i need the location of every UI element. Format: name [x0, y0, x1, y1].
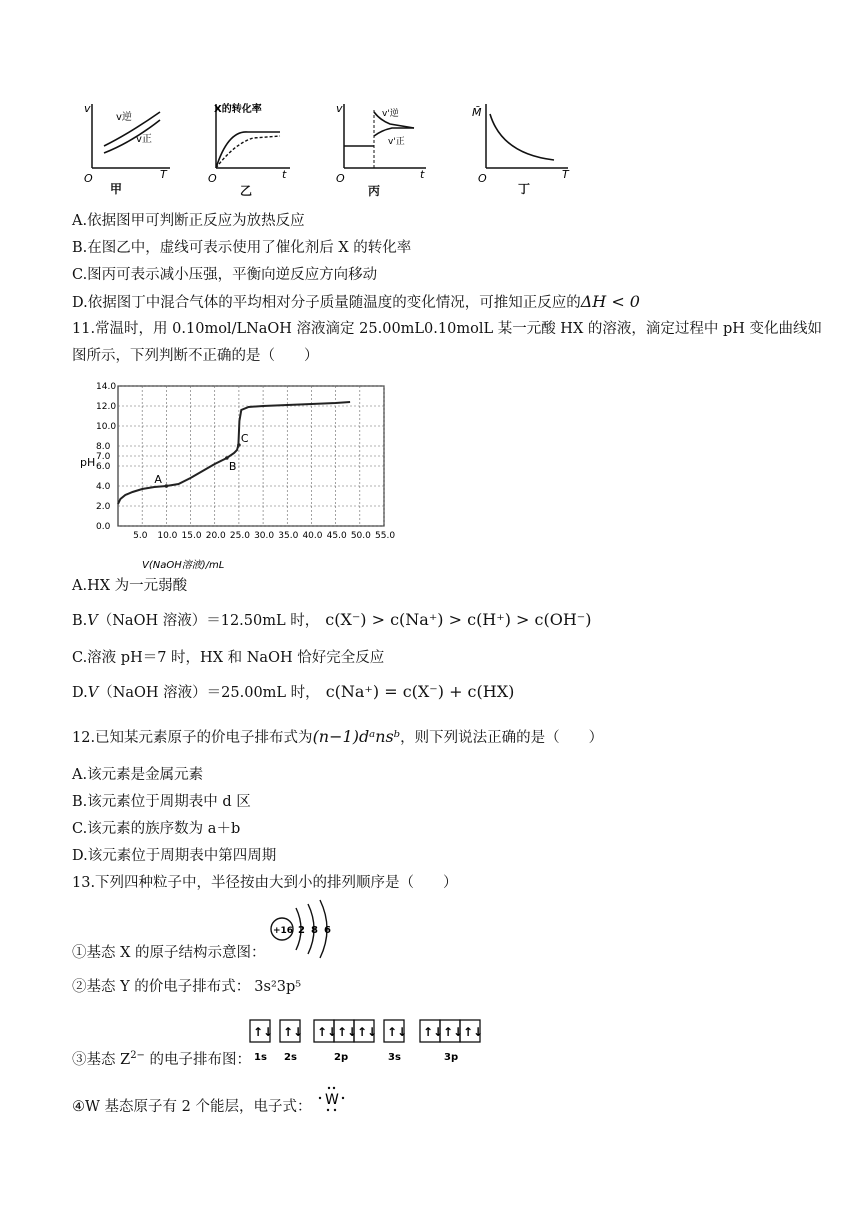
q13-item-4: ④W 基态原子有 2 个能层，电子式：	[72, 1099, 312, 1115]
x-tick-label: 15.0	[181, 531, 202, 541]
x-tick-label: 5.0	[133, 531, 148, 541]
y-tick-label: 8.0	[96, 442, 111, 452]
q12-math: (n−1)dᵃnsᵇ	[312, 727, 401, 746]
ding-origin: O	[478, 172, 487, 185]
jia-origin: O	[84, 172, 93, 185]
yi-y-label: X的转化率	[214, 104, 262, 115]
nucleus-charge: +16	[273, 926, 294, 936]
x-tick-label: 20.0	[205, 531, 226, 541]
q10-option-c: C.图丙可表示减小压强，平衡向逆反应方向移动	[72, 267, 378, 283]
figure-ding	[468, 98, 578, 186]
ding-x-label: T	[562, 168, 569, 181]
caption-ding: 丁	[518, 182, 531, 196]
x-tick-label: 45.0	[326, 531, 347, 541]
bing-bot-label: v'正	[388, 137, 405, 147]
q10-option-d: D.依据图丁中混合气体的平均相对分子质量随温度的变化情况，可推知正反应的ΔH < 0	[72, 292, 640, 311]
bing-top-label: v'逆	[382, 109, 399, 119]
caption-yi: 乙	[240, 184, 253, 198]
q11-option-a: A.HX 为一元弱酸	[72, 578, 188, 594]
orbital-label-2s: 2s	[284, 1052, 297, 1063]
annotation-C: C	[240, 432, 249, 445]
x-tick-label: 35.0	[278, 531, 299, 541]
atom-structure-diagram	[268, 896, 344, 962]
y-tick-label: 6.0	[96, 462, 111, 472]
q13-item-2: ②基态 Y 的价电子排布式： 3s²3p⁵	[72, 979, 302, 995]
electron-pair-arrows: ↑↓	[317, 1025, 338, 1039]
q13-item-3: ③基态 $Z^{2-}$ 的电子排布图：	[72, 1050, 252, 1068]
titration-chart	[72, 376, 396, 572]
q10-option-a: A.依据图甲可判断正反应为放热反应	[72, 213, 305, 229]
chart-y-label: pH	[80, 456, 96, 469]
q13-item-1: ①基态 X 的原子结构示意图：	[72, 945, 266, 961]
figure-bing	[330, 98, 430, 186]
electron-pair-arrows: ↑↓	[253, 1025, 274, 1039]
q11-option-b: B.V（NaOH 溶液）＝12.50mL 时， c(X⁻) > c(Na⁺) > c(H⁺) > c(OH⁻)	[72, 610, 592, 629]
titration-curve	[118, 402, 350, 504]
q10-d-math: ΔH < 0	[580, 292, 640, 311]
orbital-label-2p: 2p	[334, 1052, 349, 1063]
bing-origin: O	[336, 172, 345, 185]
y-tick-label: 12.0	[96, 402, 117, 412]
electron-pair-arrows: ↑↓	[357, 1025, 378, 1039]
bing-x-label: t	[420, 168, 425, 181]
orbital-diagram	[246, 1016, 494, 1064]
w-symbol: W	[325, 1092, 339, 1108]
jia-x-label: T	[160, 168, 167, 181]
annotation-A: A	[154, 473, 162, 486]
bing-y-label: v	[336, 102, 343, 115]
q13-y-config: 3s²3p⁵	[254, 979, 302, 995]
x-tick-label: 55.0	[375, 531, 396, 541]
jia-y-label: v	[84, 102, 91, 115]
x-tick-label: 25.0	[229, 531, 250, 541]
orbital-label-1s: 1s	[254, 1052, 267, 1063]
y-tick-label: 14.0	[96, 382, 117, 392]
electron-pair-arrows: ↑↓	[337, 1025, 358, 1039]
electron-pair-arrows: ↑↓	[283, 1025, 304, 1039]
y-tick-label: 7.0	[96, 452, 111, 462]
q11-d-math: c(Na⁺) = c(X⁻) + c(HX)	[325, 682, 515, 701]
figure-yi	[198, 98, 298, 186]
q12-stem: 12.已知某元素原子的价电子排布式为(n−1)dᵃnsᵇ，则下列说法正确的是（ ）	[72, 727, 604, 746]
q11-stem-2: 图所示，下列判断不正确的是（ ）	[72, 348, 319, 364]
jia-top-label: v逆	[116, 112, 132, 123]
q11-b-math: c(X⁻) > c(Na⁺) > c(H⁺) > c(OH⁻)	[325, 610, 592, 629]
y-tick-label: 0.0	[96, 522, 111, 532]
q11-stem-1: 11.常温时，用 0.10mol/LNaOH 溶液滴定 25.00mL0.10molL 某一元酸 HX 的溶液，滴定过程中 pH 变化曲线如	[72, 321, 823, 337]
ding-y-label: M̄	[472, 106, 482, 119]
chart-x-label: V(NaOH溶液)/mL	[142, 560, 225, 571]
q13-stem: 13.下列四种粒子中，半径按由大到小的排列顺序是（ ）	[72, 875, 458, 891]
jia-bot-label: v正	[136, 134, 152, 145]
figure-jia	[70, 98, 180, 186]
q12-option-a: A.该元素是金属元素	[72, 767, 204, 783]
shell-3-count: 6	[324, 925, 331, 936]
y-tick-label: 10.0	[96, 422, 117, 432]
x-tick-label: 10.0	[157, 531, 178, 541]
yi-x-label: t	[282, 168, 287, 181]
orbital-label-3s: 3s	[388, 1052, 401, 1063]
y-tick-label: 2.0	[96, 502, 111, 512]
electron-pair-arrows: ↑↓	[387, 1025, 408, 1039]
q12-option-c: C.该元素的族序数为 a＋b	[72, 821, 241, 837]
electron-pair-arrows: ↑↓	[463, 1025, 484, 1039]
orbital-label-3p: 3p	[444, 1052, 459, 1063]
q12-option-d: D.该元素位于周期表中第四周期	[72, 848, 277, 864]
x-tick-label: 30.0	[254, 531, 275, 541]
electron-pair-arrows: ↑↓	[443, 1025, 464, 1039]
electron-pair-arrows: ↑↓	[423, 1025, 444, 1039]
yi-origin: O	[208, 172, 217, 185]
shell-2-count: 8	[311, 925, 318, 936]
x-tick-label: 50.0	[350, 531, 371, 541]
q10-option-b: B.在图乙中，虚线可表示使用了催化剂后 X 的转化率	[72, 240, 412, 256]
caption-jia: 甲	[110, 182, 123, 196]
electron-dot-formula	[314, 1084, 350, 1114]
x-tick-label: 40.0	[302, 531, 323, 541]
annotation-B: B	[228, 460, 237, 473]
y-tick-label: 4.0	[96, 482, 111, 492]
q12-option-b: B.该元素位于周期表中 d 区	[72, 794, 251, 810]
q11-option-c: C.溶液 pH＝7 时，HX 和 NaOH 恰好完全反应	[72, 650, 385, 666]
q11-option-d: D.V（NaOH 溶液）＝25.00mL 时， c(Na⁺) = c(X⁻) + c(HX)	[72, 682, 515, 701]
point-A	[165, 484, 169, 488]
caption-bing: 丙	[368, 184, 381, 198]
shell-1-count: 2	[298, 925, 305, 936]
